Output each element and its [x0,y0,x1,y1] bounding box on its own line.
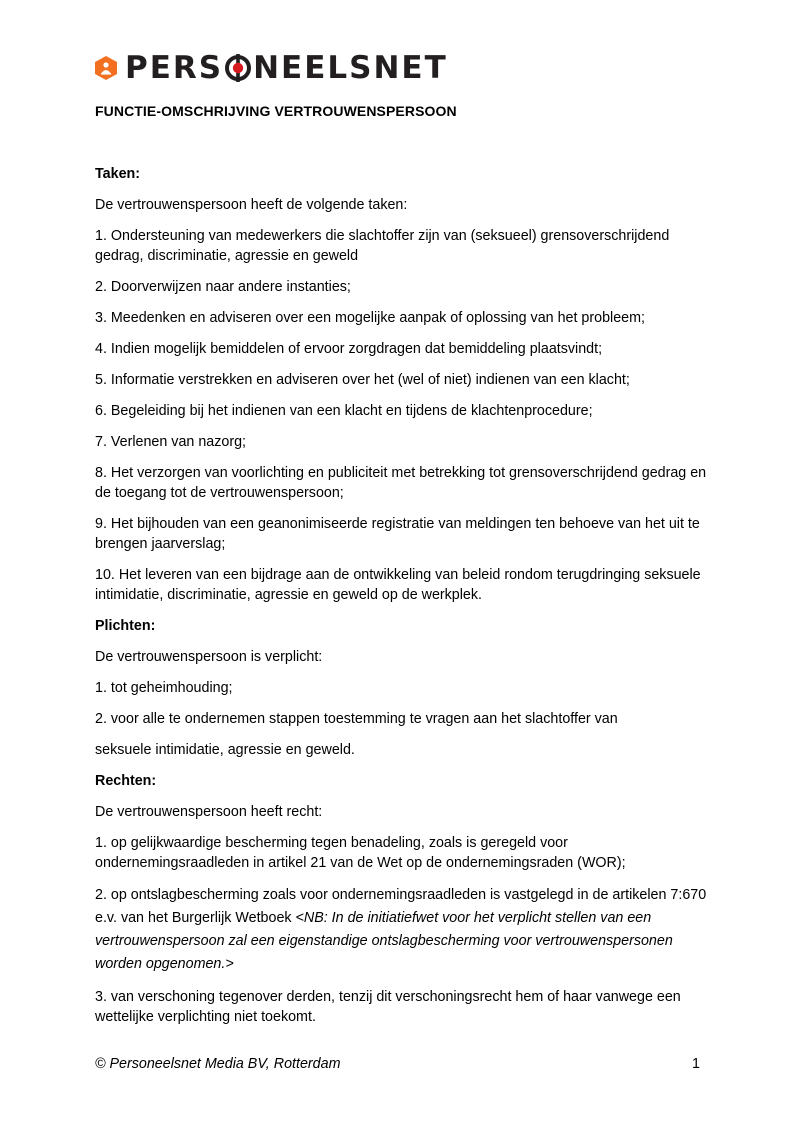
page-footer [95,1056,700,1072]
logo-text-part2: NEELSNET [253,50,448,86]
taken-item-7: 7. Verlenen van nazorg; [95,434,247,450]
taken-item-6: 6. Begeleiding bij het indienen van een klacht en tijdens de klachtenprocedure; [95,403,593,419]
plichten-intro: De vertrouwenspersoon is verplicht: [95,649,323,665]
taken-item-10: 10. Het leveren van een bijdrage aan de ontwikkeling van beleid rondom terugdringing seksuele intimidatie, discriminatie, agressie en geweld op de werkplek. [95,567,701,603]
rechten-item-3: 3. van verschoning tegenover derden, tenzij dit verschoningsrecht hem of haar vanwege een wettelijke verplichting niet toekomt. [95,989,681,1025]
section-heading-rechten: Rechten: [95,773,157,789]
plichten-item-1: 1. tot geheimhouding; [95,680,233,696]
hexagon-person-icon [95,56,117,80]
document-body [95,164,707,1038]
plichten-item-2-continued: seksuele intimidatie, agressie en geweld. [95,742,355,758]
taken-item-5: 5. Informatie verstrekken en adviseren over het (wel of niet) indienen van een klacht; [95,372,630,388]
target-mark-icon [224,54,252,82]
taken-item-4: 4. Indien mogelijk bemiddelen of ervoor zorgdragen dat bemiddeling plaatsvindt; [95,341,603,357]
rechten-item-2 [95,884,707,976]
personeelsnet-logo [95,50,448,86]
section-heading-plichten: Plichten: [95,618,156,634]
rechten-item-2-note: <NB: In de initiatiefwet voor het verplicht stellen van een vertrouwenspersoon zal een eigenstandige ontslagbescherming voor vertrouwenspersonen worden opgenomen.> [95,910,673,972]
logo-text-part1: ERS [149,50,224,86]
rechten-item-2-text: 2. op ontslagbescherming zoals voor ondernemingsraadleden is vastgelegd in de artikelen 7:670 e.v. van het Burgerlijk Wetboek [95,887,707,926]
document-title: FUNCTIE-OMSCHRIJVING VERTROUWENSPERSOON [95,103,457,119]
footer-copyright: © Personeelsnet Media BV, Rotterdam [95,1056,341,1072]
logo-text-left: P [125,50,150,86]
plichten-item-2: 2. voor alle te ondernemen stappen toestemming te vragen aan het slachtoffer van [95,711,618,727]
taken-intro: De vertrouwenspersoon heeft de volgende taken: [95,197,408,213]
taken-item-1: 1. Ondersteuning van medewerkers die slachtoffer zijn van (seksueel) grensoverschrijdend gedrag, discriminatie, agressie en geweld [95,228,670,264]
taken-item-9: 9. Het bijhouden van een geanonimiseerde registratie van meldingen ten behoeve van het uit te brengen jaarverslag; [95,516,700,552]
logo-wordmark [125,50,448,86]
page-number: 1 [692,1056,700,1072]
taken-item-8: 8. Het verzorgen van voorlichting en publiciteit met betrekking tot grensoverschrijdend gedrag en de toegang tot de vertrouwenspersoon; [95,465,707,501]
rechten-item-1: 1. op gelijkwaardige bescherming tegen benadeling, zoals is geregeld voor ondernemingsraadleden in artikel 21 van de Wet op de ondernemingsraden (WOR); [95,835,626,871]
taken-item-2: 2. Doorverwijzen naar andere instanties; [95,279,351,295]
taken-item-3: 3. Meedenken en adviseren over een mogelijke aanpak of oplossing van het probleem; [95,310,645,326]
rechten-intro: De vertrouwenspersoon heeft recht: [95,804,323,820]
section-heading-taken: Taken: [95,166,141,182]
